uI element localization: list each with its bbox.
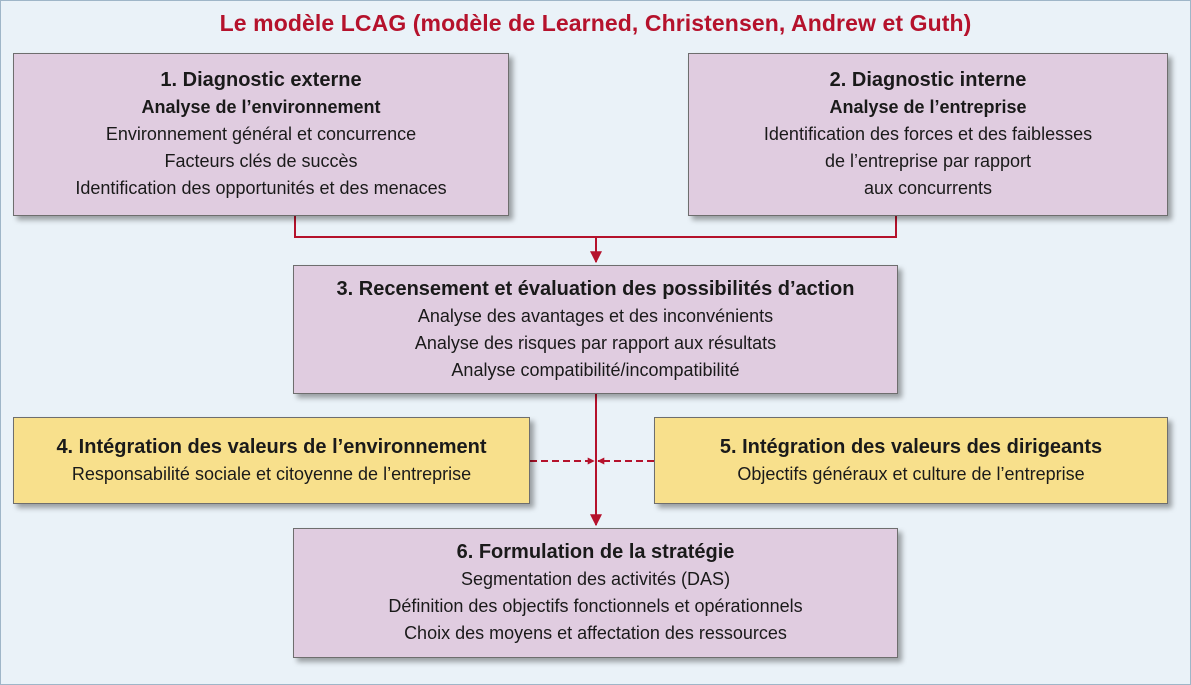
box-2-heading: 2. Diagnostic interne <box>829 69 1027 91</box>
box-2-line: de l’entreprise par rapport <box>824 151 1032 171</box>
box-6-line: Segmentation des activités (DAS) <box>460 569 731 589</box>
box-1-heading: 1. Diagnostic externe <box>160 69 362 91</box>
box-3-heading: 3. Recensement et évaluation des possibilités d’action <box>336 277 855 300</box>
box-6-heading: 6. Formulation de la stratégie <box>456 541 735 563</box>
box-diagnostic-interne <box>688 53 1168 216</box>
box-valeurs-environnement <box>13 417 530 504</box>
connector-merge-1-2 <box>295 216 896 237</box>
box-2-line: aux concurrents <box>863 178 993 198</box>
box-6-line: Définition des objectifs fonctionnels et opérationnels <box>388 596 803 616</box>
box-3-line: Analyse compatibilité/incompatibilité <box>451 359 740 380</box>
box-1-subheading: Analyse de l’environnement <box>141 97 381 117</box>
box-3-line: Analyse des avantages et des inconvénients <box>417 305 774 326</box>
diagram-title: Le modèle LCAG (modèle de Learned, Christensen, Andrew et Guth) <box>219 10 972 36</box>
box-1-line: Environnement général et concurrence <box>105 124 417 144</box>
box-1-line: Identification des opportunités et des menaces <box>75 178 447 198</box>
box-6-line: Choix des moyens et affectation des ressources <box>404 623 787 643</box>
box-recensement-evaluation <box>293 265 898 394</box>
box-1-line: Facteurs clés de succès <box>164 151 358 171</box>
box-2-line: Identification des forces et des faiblesses <box>763 124 1093 144</box>
box-4-heading: 4. Intégration des valeurs de l’environnement <box>56 435 487 458</box>
box-formulation-strategie <box>293 528 898 658</box>
box-diagnostic-externe <box>13 53 509 216</box>
box-5-heading: 5. Intégration des valeurs des dirigeants <box>719 435 1103 458</box>
box-valeurs-dirigeants <box>654 417 1168 504</box>
box-3-line: Analyse des risques par rapport aux résultats <box>414 332 777 353</box>
box-2-subheading: Analyse de l’entreprise <box>829 97 1027 117</box>
box-4-line: Responsabilité sociale et citoyenne de l’entreprise <box>71 463 472 484</box>
box-5-line: Objectifs généraux et culture de l’entreprise <box>737 463 1085 484</box>
